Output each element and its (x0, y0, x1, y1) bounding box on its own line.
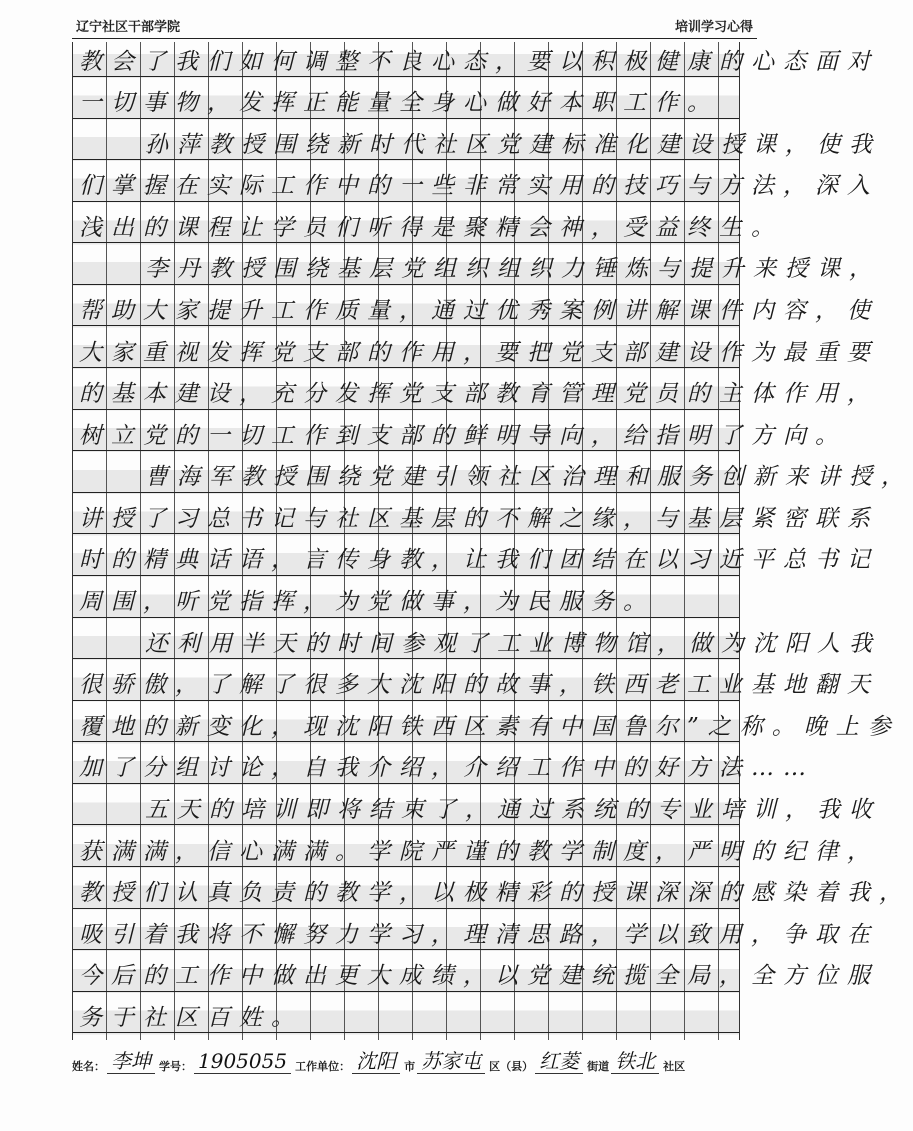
text-line-content: 一切事物，发挥正能量全身心做好本职工作。 (79, 90, 719, 117)
text-line-content: 获满满，信心满满。学院严谨的教学制度，严明的纪律， (79, 838, 879, 865)
text-line (73, 208, 783, 243)
text-line (73, 333, 879, 368)
text-line (73, 84, 739, 119)
institution-name: 辽宁社区干部学院 (76, 20, 181, 35)
text-line (73, 42, 879, 77)
text-line-content: 的基本建设，充分发挥党支部教育管理党员的主体作用， (79, 381, 879, 408)
text-line-content: 还利用半天的时间参观了工业博物馆，做为沈阳人我 (145, 630, 881, 657)
text-line-content: 很骄傲，了解了很多大沈阳的故事，铁西老工业基地翻天 (79, 672, 879, 699)
text-line-content: 讲授了习总书记与社区基层的不解之缘，与基层紧密联系 (79, 505, 879, 532)
work-unit-label: 工作单位： (295, 1060, 351, 1073)
student-id-value: 1905055 (194, 1049, 291, 1074)
text-line (73, 957, 879, 992)
text-line-content: 周围，听党指挥，为党做事，为民服务。 (79, 589, 655, 616)
text-line (73, 458, 913, 493)
text-line-content: 今后的工作中做出更大成绩，以党建统揽全局，全方位服 (79, 963, 879, 990)
text-line (73, 749, 815, 784)
text-line (73, 832, 879, 867)
text-line-content: 李丹教授围绕基层党组织组织力锤炼与提升来授课， (145, 256, 881, 283)
text-line-content: 孙萍教授围绕新时代社区党建标准化建设授课，使我 (145, 131, 881, 158)
name-label: 姓名： (72, 1060, 105, 1073)
text-line (73, 707, 900, 742)
student-info-footer (72, 1046, 757, 1074)
text-line (73, 291, 879, 326)
text-line (73, 125, 881, 160)
text-line (73, 998, 739, 1033)
name-value: 李坤 (107, 1049, 155, 1074)
text-line (73, 666, 879, 701)
community-value: 铁北 (611, 1049, 659, 1074)
text-line-content: 五天的培训即将结束了，通过系统的专业培训，我收 (145, 796, 881, 823)
text-line-content: 教授们认真负责的教学，以极精彩的授课深深的感染着我， (79, 880, 911, 907)
header-divider (72, 38, 757, 39)
text-line (73, 375, 879, 410)
text-line-content: 吸引着我将不懈努力学习，理清思路，学以致用，争取在 (79, 921, 879, 948)
street-label: 街道 (587, 1060, 610, 1073)
text-line (73, 416, 847, 451)
text-line (73, 250, 881, 285)
text-line-content: 们掌握在实际工作中的一些非常实用的技巧与方法，深入 (79, 173, 879, 200)
text-line (73, 541, 879, 576)
street-value: 红菱 (535, 1049, 583, 1074)
text-line-content: 覆地的新变化，现沈阳铁西区素有中国鲁尔”之称。晚上参 (79, 713, 900, 740)
text-line (73, 915, 879, 950)
city-value: 沈阳 (352, 1049, 400, 1074)
handwriting-grid-sheet (72, 42, 913, 1040)
district-value: 苏家屯 (417, 1049, 485, 1074)
student-id-label: 学号： (159, 1060, 192, 1073)
text-line-content: 浅出的课程让学员们听得是聚精会神，受益终生。 (79, 214, 783, 241)
document-type: 培训学习心得 (674, 20, 753, 35)
text-line-content: 加了分组讨论，自我介绍，介绍工作中的好方法…… (79, 755, 815, 782)
text-line (73, 874, 911, 909)
text-line (73, 583, 739, 618)
district-label: 区（县） (489, 1060, 534, 1073)
city-label: 市 (404, 1060, 416, 1073)
text-line-content: 帮助大家提升工作质量，通过优秀案例讲解课件内容，使 (79, 297, 879, 324)
text-line (73, 790, 881, 825)
text-line (73, 167, 879, 202)
text-line-content: 务于社区百姓。 (79, 1004, 303, 1031)
text-line (73, 624, 881, 659)
text-line (73, 499, 879, 534)
community-label: 社区 (663, 1060, 686, 1073)
text-line-content: 时的精典话语，言传身教，让我们团结在以习近平总书记 (79, 547, 879, 574)
text-line-content: 曹海军教授围绕党建引领社区治理和服务创新来讲授， (145, 464, 913, 491)
text-line-content: 教会了我们如何调整不良心态，要以积极健康的心态面对 (79, 48, 879, 75)
text-line-content: 树立党的一切工作到支部的鲜明导向，给指明了方向。 (79, 422, 847, 449)
text-line-content: 大家重视发挥党支部的作用，要把党支部建设作为最重要 (79, 339, 879, 366)
